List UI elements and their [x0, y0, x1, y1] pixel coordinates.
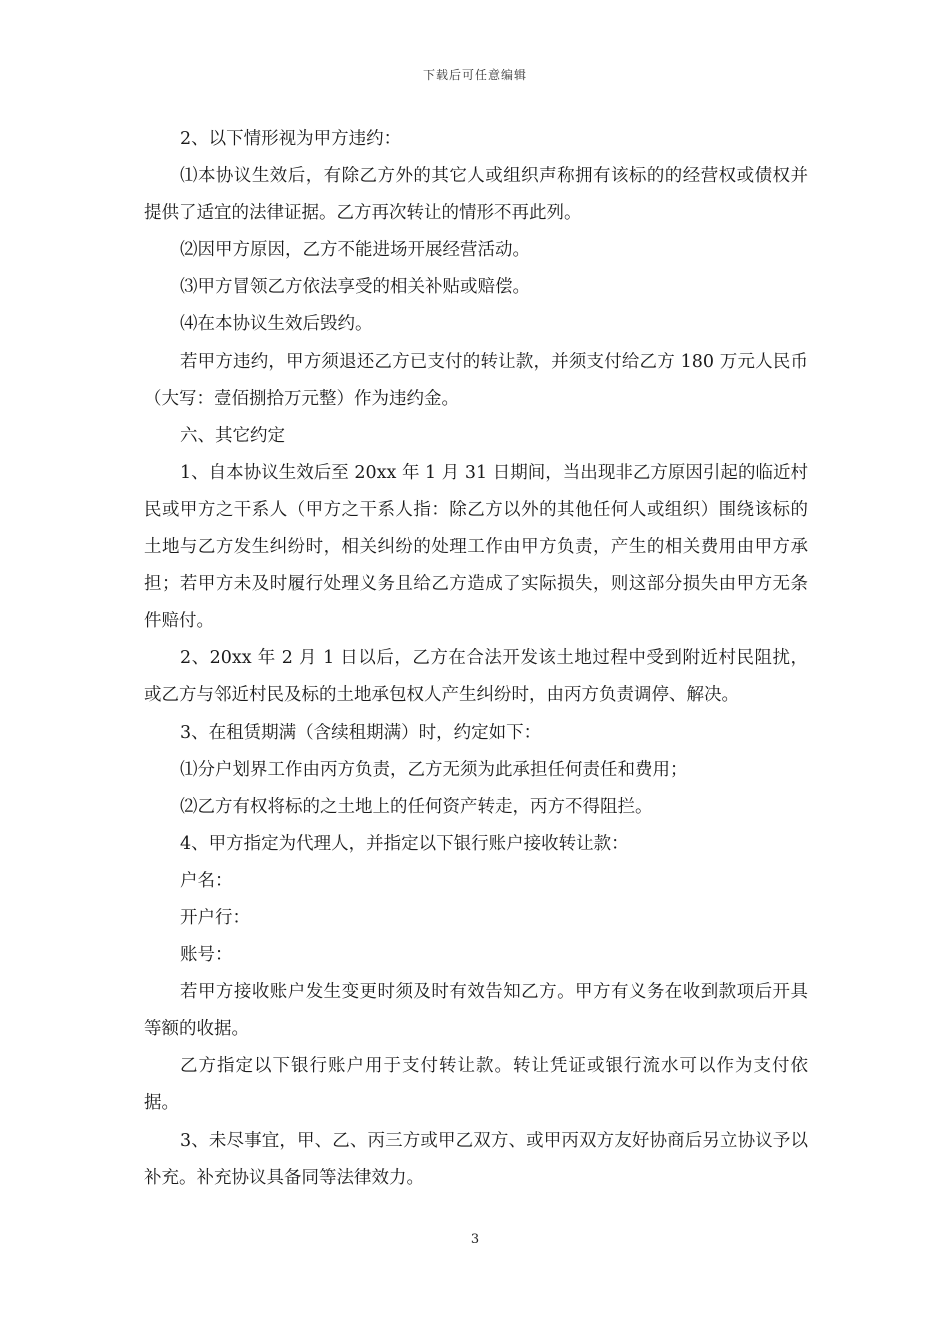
- paragraph: 3、在租赁期满（含续租期满）时，约定如下：: [180, 722, 542, 743]
- account-number-label: 账号：: [180, 945, 233, 966]
- section-heading: 六、其它约定: [180, 425, 285, 446]
- paragraph: 4、甲方指定为代理人，并指定以下银行账户接收转让款：: [180, 833, 629, 854]
- bank-label: 开户行：: [180, 907, 250, 928]
- paragraph: ⑷在本协议生效后毁约。: [180, 314, 373, 335]
- paragraph: ⑵乙方有权将标的之土地上的任何资产转走，丙方不得阻拦。: [180, 796, 653, 817]
- page-header: 下载后可任意编辑: [422, 68, 527, 82]
- paragraph: 2、以下情形视为甲方违约：: [180, 129, 402, 149]
- page-number: 3: [470, 1232, 480, 1247]
- paragraph: ⑴分户划界工作由丙方负责，乙方无须为此承担任何责任和费用；: [180, 759, 688, 780]
- paragraph: 1、自本协议生效后至 20xx 年 1 月 31 日期间，当出现非乙方原因引起的临近村民或甲方之干系人（甲方之干系人指：除乙方以外的其他任何人或组织）围绕该标的土地与乙方发生纠纷时，相关纠纷的处理工作由甲方负责，产生的相关费用由甲方承担；若甲方未及时履行处理义务且给乙方造成了实际损失，则这部分损失由甲方无条件赔付。: [144, 462, 808, 632]
- document-body: [144, 121, 808, 1197]
- paragraph: 3、未尽事宜，甲、乙、丙三方或甲乙双方、或甲丙双方友好协商后另立协议予以补充。补充协议具备同等法律效力。: [144, 1130, 808, 1188]
- paragraph: 乙方指定以下银行账户用于支付转让款。转让凭证或银行流水可以作为支付依据。: [144, 1056, 808, 1114]
- paragraph: ⑵因甲方原因，乙方不能进场开展经营活动。: [180, 240, 530, 261]
- paragraph: 2、20xx 年 2 月 1 日以后，乙方在合法开发该土地过程中受到附近村民阻扰，或乙方与邻近村民及标的土地承包权人产生纠纷时，由丙方负责调停、解决。: [144, 648, 808, 706]
- paragraph: ⑴本协议生效后，有除乙方外的其它人或组织声称拥有该标的的经营权或债权并提供了适宜的法律证据。乙方再次转让的情形不再此列。: [144, 166, 808, 224]
- paragraph: 若甲方违约，甲方须退还乙方已支付的转让款，并须支付给乙方 180 万元人民币（大写：壹佰捌拾万元整）作为违约金。: [144, 351, 808, 409]
- paragraph: 若甲方接收账户发生变更时须及时有效告知乙方。甲方有义务在收到款项后开具等额的收据。: [144, 982, 808, 1040]
- paragraph: ⑶甲方冒领乙方依法享受的相关补贴或赔偿。: [180, 277, 530, 298]
- account-name-label: 户名：: [180, 870, 233, 891]
